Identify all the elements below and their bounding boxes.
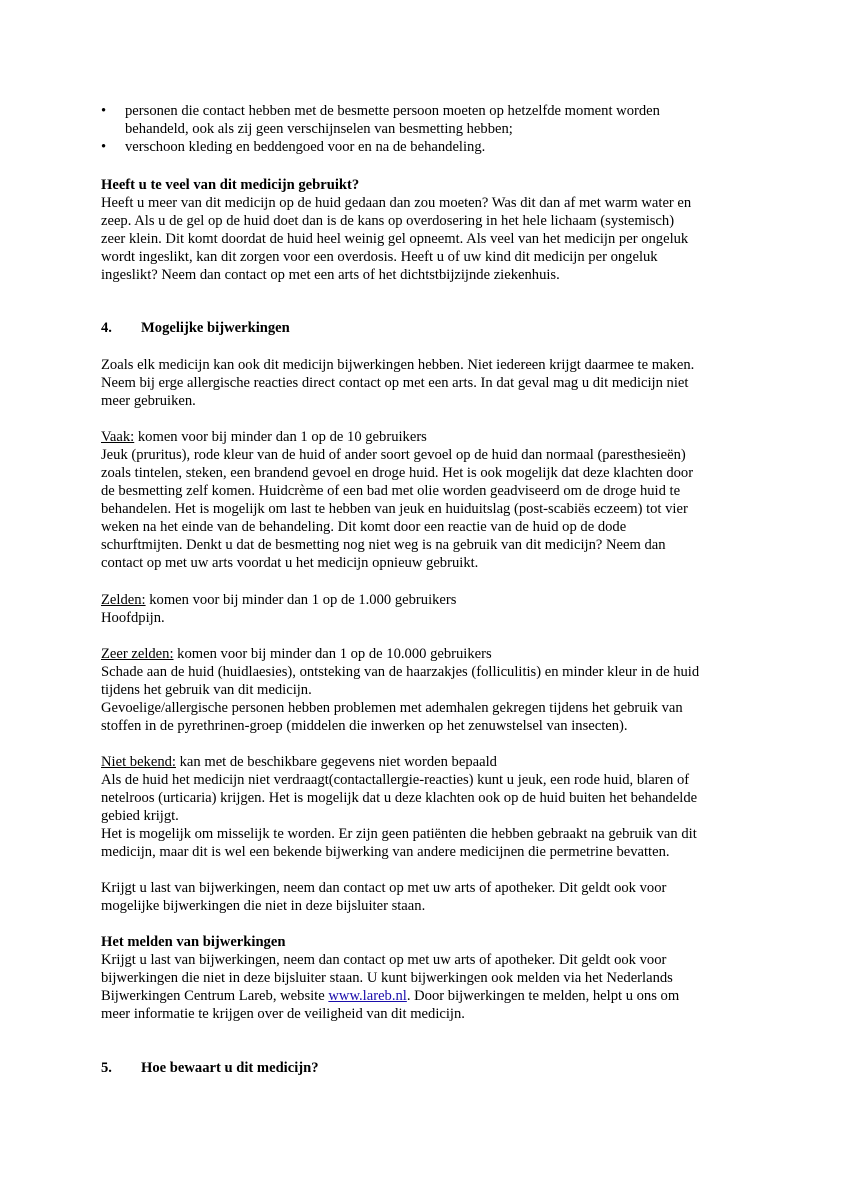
frequency-label: Vaak: bbox=[101, 429, 135, 445]
paragraph-line: zeer klein. Dit komt doordat de huid heel weinig gel opneemt. Als veel van het medicijn per ongeluk bbox=[101, 231, 689, 247]
paragraph-line: stoffen in de pyrethrinen-groep (middelen die inwerken op het zenuwstelsel van insecten). bbox=[101, 718, 628, 734]
reporting-heading: Het melden van bijwerkingen bbox=[101, 934, 286, 950]
frequency-common bbox=[101, 428, 751, 572]
paragraph-line: medicijn, maar dit is wel een bekende bijwerking van andere medicijnen die permetrine bevatten. bbox=[101, 844, 670, 860]
paragraph-line: Krijgt u last van bijwerkingen, neem dan contact op met uw arts of apotheker. Dit geldt ook voor bbox=[101, 952, 667, 968]
bullet-list bbox=[101, 102, 751, 156]
paragraph-line: bijwerkingen die niet in deze bijsluiter staan. U kunt bijwerkingen ook melden via het Nederlands bbox=[101, 970, 673, 986]
section-4-heading bbox=[101, 319, 290, 337]
paragraph-line: gebied krijgt. bbox=[101, 808, 179, 824]
paragraph-line: contact op met uw arts voordat u het medicijn opnieuw gebruikt. bbox=[101, 555, 479, 571]
paragraph-line: mogelijke bijwerkingen die niet in deze bijsluiter staan. bbox=[101, 898, 426, 914]
paragraph-line: wordt ingeslikt, kan dit zorgen voor een overdosis. Heeft u of uw kind dit medicijn per ongeluk bbox=[101, 249, 658, 265]
paragraph-line: ingeslikt? Neem dan contact op met een arts of het dichtstbijzijnde ziekenhuis. bbox=[101, 267, 560, 283]
paragraph-line: Heeft u meer van dit medicijn op de huid gedaan dan zou moeten? Was dit dan af met warm water en bbox=[101, 195, 692, 211]
paragraph-line: Zoals elk medicijn kan ook dit medicijn bijwerkingen hebben. Niet iedereen krijgt daarmee te maken. bbox=[101, 357, 695, 373]
intro-paragraph bbox=[101, 356, 751, 410]
bullet-text-line: verschoon kleding en beddengoed voor en na de behandeling. bbox=[125, 139, 486, 155]
paragraph-line: Hoofdpijn. bbox=[101, 610, 165, 626]
section-title: Hoe bewaart u dit medicijn? bbox=[141, 1060, 319, 1076]
frequency-label: Niet bekend: bbox=[101, 754, 176, 770]
section-number: 5. bbox=[101, 1060, 112, 1076]
frequency-description: komen voor bij minder dan 1 op de 10.000 gebruikers bbox=[173, 646, 492, 662]
bullet-icon: • bbox=[101, 139, 107, 155]
paragraph-line: meer gebruiken. bbox=[101, 393, 196, 409]
paragraph-line: netelroos (urticaria) krijgen. Het is mogelijk dat u deze klachten ook op de huid buiten het behandelde bbox=[101, 790, 698, 806]
paragraph-line: Neem bij erge allergische reacties direct contact op met een arts. In dat geval mag u dit medicijn niet bbox=[101, 375, 689, 391]
reporting-section bbox=[101, 933, 751, 1023]
paragraph-line bbox=[101, 987, 751, 1005]
section-number: 4. bbox=[101, 320, 112, 336]
frequency-header-line bbox=[101, 753, 751, 771]
frequency-very-rare bbox=[101, 645, 751, 735]
paragraph-line: zeep. Als u de gel op de huid doet dan is de kans op overdosering in het hele lichaam (systemisch) bbox=[101, 213, 675, 229]
paragraph-line: Als de huid het medicijn niet verdraagt(contactallergie-reacties) kunt u jeuk, een rode huid, blaren of bbox=[101, 772, 690, 788]
bullet-text-line: behandeld, ook als zij geen verschijnselen van besmetting hebben; bbox=[125, 121, 513, 137]
frequency-header-line bbox=[101, 428, 751, 446]
overdose-heading: Heeft u te veel van dit medicijn gebruikt? bbox=[101, 177, 360, 193]
paragraph-line: meer informatie te krijgen over de veiligheid van dit medicijn. bbox=[101, 1006, 465, 1022]
list-item bbox=[101, 102, 751, 138]
frequency-header-line bbox=[101, 645, 751, 663]
frequency-description: komen voor bij minder dan 1 op de 10 gebruikers bbox=[134, 429, 427, 445]
contact-paragraph bbox=[101, 879, 751, 915]
paragraph-text: Bijwerkingen Centrum Lareb, website bbox=[101, 988, 329, 1004]
paragraph-line: Jeuk (pruritus), rode kleur van de huid of ander soort gevoel op de huid dan normaal (paresthesieën) bbox=[101, 447, 686, 463]
paragraph-line: tijdens het gebruik van dit medicijn. bbox=[101, 682, 312, 698]
overdose-section bbox=[101, 176, 751, 284]
paragraph-line: behandelen. Het is mogelijk om last te hebben van jeuk en huiduitslag (post-scabiës eczeem) tot vier bbox=[101, 501, 688, 517]
paragraph-line: weken na het einde van de behandeling. Dit komt door een reactie van de huid op de dode bbox=[101, 519, 627, 535]
frequency-label: Zeer zelden: bbox=[101, 646, 174, 662]
paragraph-line: de besmetting zelf komen. Huidcrème of een bad met olie worden geadviseerd om de droge huid te bbox=[101, 483, 681, 499]
section-5-heading bbox=[101, 1059, 319, 1077]
paragraph-line: Gevoelige/allergische personen hebben problemen met ademhalen gekregen tijdens het gebruik van bbox=[101, 700, 683, 716]
section-title: Mogelijke bijwerkingen bbox=[141, 320, 290, 336]
frequency-unknown bbox=[101, 753, 751, 861]
frequency-header-line bbox=[101, 591, 751, 609]
frequency-rare bbox=[101, 591, 751, 627]
frequency-label: Zelden: bbox=[101, 592, 146, 608]
lareb-website-link[interactable]: www.lareb.nl bbox=[328, 988, 407, 1004]
paragraph-line: Het is mogelijk om misselijk te worden. Er zijn geen patiënten die hebben gebraakt na gebruik van dit bbox=[101, 826, 697, 842]
frequency-description: komen voor bij minder dan 1 op de 1.000 gebruikers bbox=[145, 592, 457, 608]
paragraph-line: Krijgt u last van bijwerkingen, neem dan contact op met uw arts of apotheker. Dit geldt ook voor bbox=[101, 880, 667, 896]
paragraph-line: Schade aan de huid (huidlaesies), ontsteking van de haarzakjes (folliculitis) en minder kleur in de huid bbox=[101, 664, 700, 680]
frequency-description: kan met de beschikbare gegevens niet worden bepaald bbox=[175, 754, 497, 770]
paragraph-line: zoals tintelen, steken, een brandend gevoel en droge huid. Het is ook mogelijk dat deze klachten door bbox=[101, 465, 694, 481]
paragraph-text: . Door bijwerkingen te melden, helpt u ons om bbox=[406, 988, 680, 1004]
paragraph-line: schurftmijten. Denkt u dat de besmetting nog niet weg is na gebruik van dit medicijn? Neem dan bbox=[101, 537, 666, 553]
list-item bbox=[101, 138, 751, 156]
bullet-text-line: personen die contact hebben met de besmette persoon moeten op hetzelfde moment worden bbox=[125, 103, 660, 119]
bullet-icon: • bbox=[101, 103, 107, 119]
